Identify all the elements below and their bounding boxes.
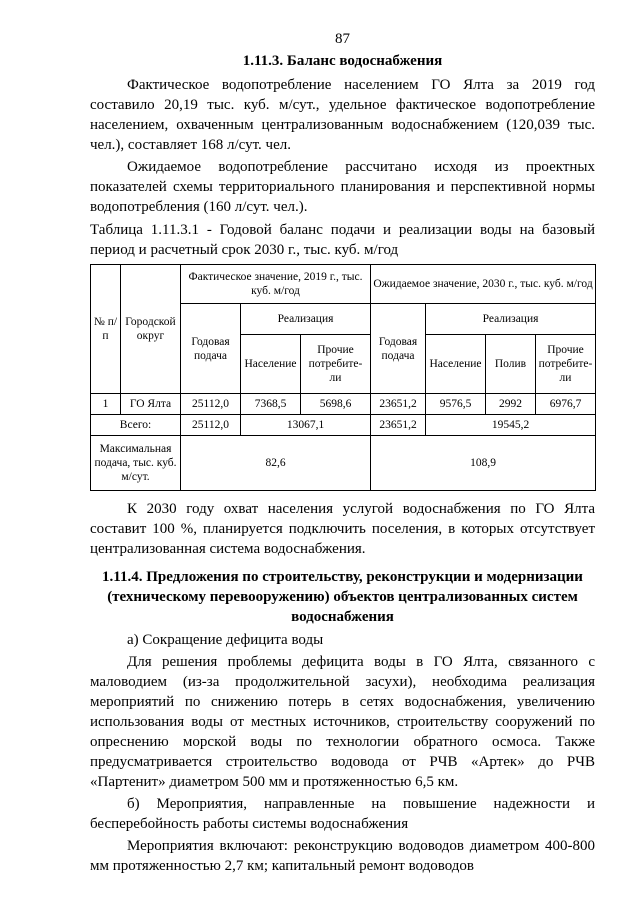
header-expected-2030: Ожидаемое значение, 2030 г., тыс. куб. м/год — [371, 265, 596, 304]
page-number: 87 — [335, 31, 350, 47]
cell-district: ГО Ялта — [121, 394, 181, 415]
header-expected-watering: Полив — [486, 335, 536, 394]
paragraph-deficit-measures: Для решения проблемы дефицита воды в ГО Ялта, связанного с маловодием (из-за продолжительной засухи), необходима реализация мероприятий по снижению потерь в сетях водоснабжения, увеличению использования воды от местных источников, строительству сооружений по опреснению морской воды по технологии обратного осмоса. Также предусматривается строительство водовода от РЧВ «Артек» до РЧВ «Партенит» диаметром 500 мм и протяженностью 6,5 км. — [90, 654, 595, 790]
cell-total-actual-supply: 25112,0 — [181, 415, 241, 436]
header-number: № п/п — [91, 265, 121, 394]
section-title-proposals: 1.11.4. Предложения по строительству, реконструкции и модернизации (техническому перевооружению) объектов централизованных систем водоснабжения — [102, 569, 583, 625]
table-row — [91, 394, 596, 415]
cell-actual-other: 5698,6 — [301, 394, 371, 415]
cell-total-expected-supply: 23651,2 — [371, 415, 426, 436]
cell-max-label: Максимальная подача, тыс. куб. м/сут. — [91, 436, 181, 491]
cell-row-number: 1 — [91, 394, 121, 415]
water-balance-table — [90, 264, 596, 491]
table-row-max — [91, 436, 596, 491]
cell-expected-other: 6976,7 — [536, 394, 596, 415]
header-actual-realization: Реализация — [241, 304, 371, 335]
section-title-water-balance: 1.11.3. Баланс водоснабжения — [242, 53, 443, 69]
paragraph-measures-include: Мероприятия включают: реконструкцию водоводов диаметром 400-800 мм протяженностью 2,7 км; капитальный ремонт водоводов — [90, 838, 595, 874]
cell-actual-supply: 25112,0 — [181, 394, 241, 415]
header-actual-2019: Фактическое значение, 2019 г., тыс. куб. м/год — [181, 265, 371, 304]
document-page — [90, 30, 595, 876]
header-actual-other: Прочие потребите-ли — [301, 335, 371, 394]
cell-total-label: Всего: — [91, 415, 181, 436]
header-expected-other: Прочие потребите-ли — [536, 335, 596, 394]
cell-max-expected: 108,9 — [371, 436, 596, 491]
header-district: Городской округ — [121, 265, 181, 394]
paragraph-coverage-2030: К 2030 году охват населения услугой водоснабжения по ГО Ялта составит 100 %, планируется подключить поселения, в которых отсутствует централизованная система водоснабжения. — [90, 501, 595, 557]
paragraph-expected-consumption: Ожидаемое водопотребление рассчитано исходя из проектных показателей схемы территориального планирования и перспективной нормы водопотребления (160 л/сут. чел.). — [90, 159, 595, 215]
cell-total-actual-realization: 13067,1 — [241, 415, 371, 436]
table-row-total — [91, 415, 596, 436]
header-expected-annual-supply: Годовая подача — [371, 304, 426, 394]
paragraph-actual-consumption: Фактическое водопотребление населением ГО Ялта за 2019 год составило 20,19 тыс. куб. м/сут., удельное фактическое водопотребление населением, охваченным централизованным водоснабжением (120,039 тыс. чел.), составляет 168 л/сут. чел. — [90, 77, 595, 153]
list-item-b: б) Мероприятия, направленные на повышение надежности и бесперебойность работы системы водоснабжения — [90, 796, 595, 832]
cell-expected-watering: 2992 — [486, 394, 536, 415]
header-actual-annual-supply: Годовая подача — [181, 304, 241, 394]
cell-total-expected-realization: 19545,2 — [426, 415, 596, 436]
cell-max-actual: 82,6 — [181, 436, 371, 491]
cell-actual-population: 7368,5 — [241, 394, 301, 415]
cell-expected-supply: 23651,2 — [371, 394, 426, 415]
cell-expected-population: 9576,5 — [426, 394, 486, 415]
header-expected-realization: Реализация — [426, 304, 596, 335]
table-caption: Таблица 1.11.3.1 - Годовой баланс подачи и реализации воды на базовый период и расчетный срок 2030 г., тыс. куб. м/год — [90, 222, 595, 258]
header-expected-population: Население — [426, 335, 486, 394]
list-item-a: а) Сокращение дефицита воды — [127, 632, 324, 648]
header-actual-population: Население — [241, 335, 301, 394]
